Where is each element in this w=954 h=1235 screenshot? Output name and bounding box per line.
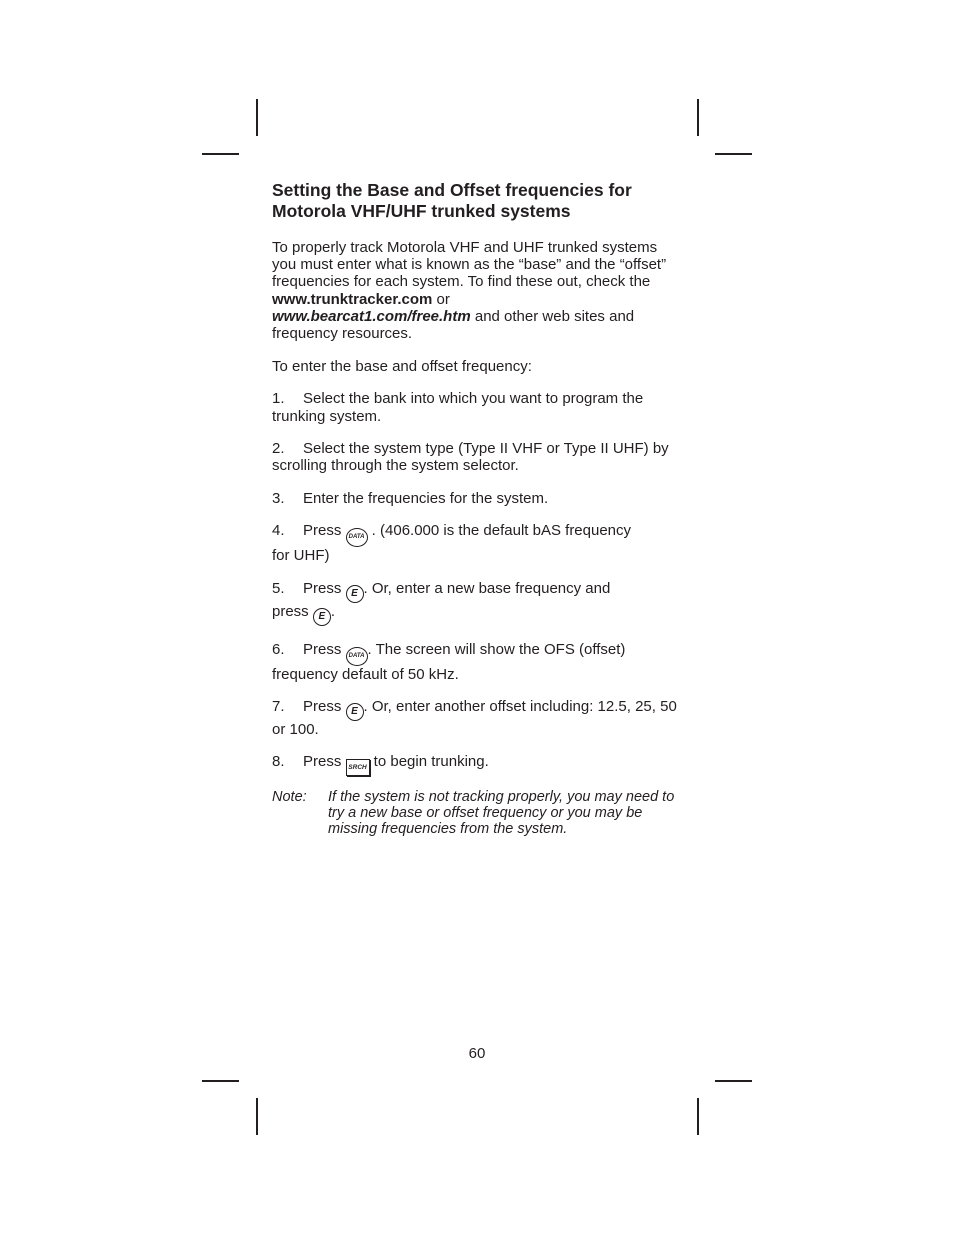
- crop-mark-bottom-right-vertical: [697, 1098, 699, 1135]
- step-press-text: Press: [303, 522, 346, 540]
- step-text-line2: press: [272, 602, 313, 620]
- crop-mark-bottom-right-horizontal: [715, 1080, 752, 1082]
- bearcat-link[interactable]: www.bearcat1.com/free.htm: [272, 307, 471, 325]
- note-block: [272, 790, 682, 840]
- data-key-icon: DATA: [346, 528, 368, 547]
- step-press-text: Press: [303, 753, 346, 771]
- step-press-text: Press: [303, 640, 346, 658]
- step-number: 4.: [272, 522, 285, 540]
- step-text-end: .: [330, 602, 336, 620]
- step-1: [272, 390, 682, 424]
- step-text: . Or, enter a new base frequency and: [363, 579, 611, 597]
- page-number: 60: [468, 1045, 486, 1062]
- trunktracker-link[interactable]: www.trunktracker.com: [272, 290, 433, 308]
- section-title: [272, 180, 682, 222]
- step-number: 2.: [272, 439, 285, 457]
- step-7: [272, 698, 682, 738]
- step-5: [272, 580, 682, 626]
- e-key-icon: E: [346, 585, 364, 603]
- srch-key-icon: SRCH: [346, 759, 370, 776]
- step-6: [272, 641, 682, 683]
- step-text: Select the bank into which you want to program the trunking system.: [272, 390, 644, 425]
- step-8: [272, 753, 682, 776]
- step-number: 8.: [272, 753, 285, 771]
- intro-text-b: or: [432, 290, 450, 308]
- step-number: 1.: [272, 390, 285, 408]
- crop-mark-top-left-horizontal: [202, 153, 239, 155]
- step-number: 3.: [272, 490, 285, 508]
- step-press-text: Press: [303, 697, 346, 715]
- e-key-icon: E: [346, 703, 364, 721]
- step-4: [272, 522, 682, 564]
- page-content: [272, 180, 682, 840]
- crop-mark-top-right-horizontal: [715, 153, 752, 155]
- crop-mark-top-left-vertical: [256, 99, 258, 136]
- crop-mark-top-right-vertical: [697, 99, 699, 136]
- step-text-line2: for UHF): [272, 547, 330, 565]
- step-number: 5.: [272, 579, 285, 597]
- section-title-line2: Motorola VHF/UHF trunked systems: [272, 201, 571, 221]
- step-text: Enter the frequencies for the system.: [303, 490, 549, 508]
- step-2: [272, 440, 682, 474]
- section-title-line1: Setting the Base and Offset frequencies for: [272, 180, 632, 200]
- lead-in-text: To enter the base and offset frequency:: [272, 358, 532, 376]
- intro-paragraph: [272, 239, 682, 342]
- crop-mark-bottom-left-vertical: [256, 1098, 258, 1135]
- step-text: to begin trunking.: [369, 753, 489, 771]
- step-number: 7.: [272, 697, 285, 715]
- data-key-icon: DATA: [346, 647, 368, 666]
- crop-mark-bottom-left-horizontal: [202, 1080, 239, 1082]
- step-number: 6.: [272, 640, 285, 658]
- note-text: If the system is not tracking properly, you may need to try a new base or offset frequency or you may be missing frequencies from the system.: [328, 789, 675, 837]
- intro-text-c: and other web sites and frequency resources.: [272, 307, 635, 343]
- intro-text-a: To properly track Motorola VHF and UHF trunked systems you must enter what is known as the “base” and the “offset” frequencies for each system. To find these out, check the: [272, 239, 667, 291]
- step-text: . The screen will show the OFS (offset) frequency default of 50 kHz.: [272, 640, 626, 683]
- step-3: [272, 490, 682, 507]
- step-text: Select the system type (Type II VHF or Type II UHF) by scrolling through the system selector.: [272, 439, 669, 475]
- step-text: . Or, enter another offset including: 12.5, 25, 50 or 100.: [272, 697, 677, 738]
- step-press-text: Press: [303, 579, 346, 597]
- note-label: Note:: [272, 789, 307, 806]
- step-text: . (406.000 is the default bAS frequency: [367, 522, 632, 540]
- e-key-icon: E: [313, 608, 331, 626]
